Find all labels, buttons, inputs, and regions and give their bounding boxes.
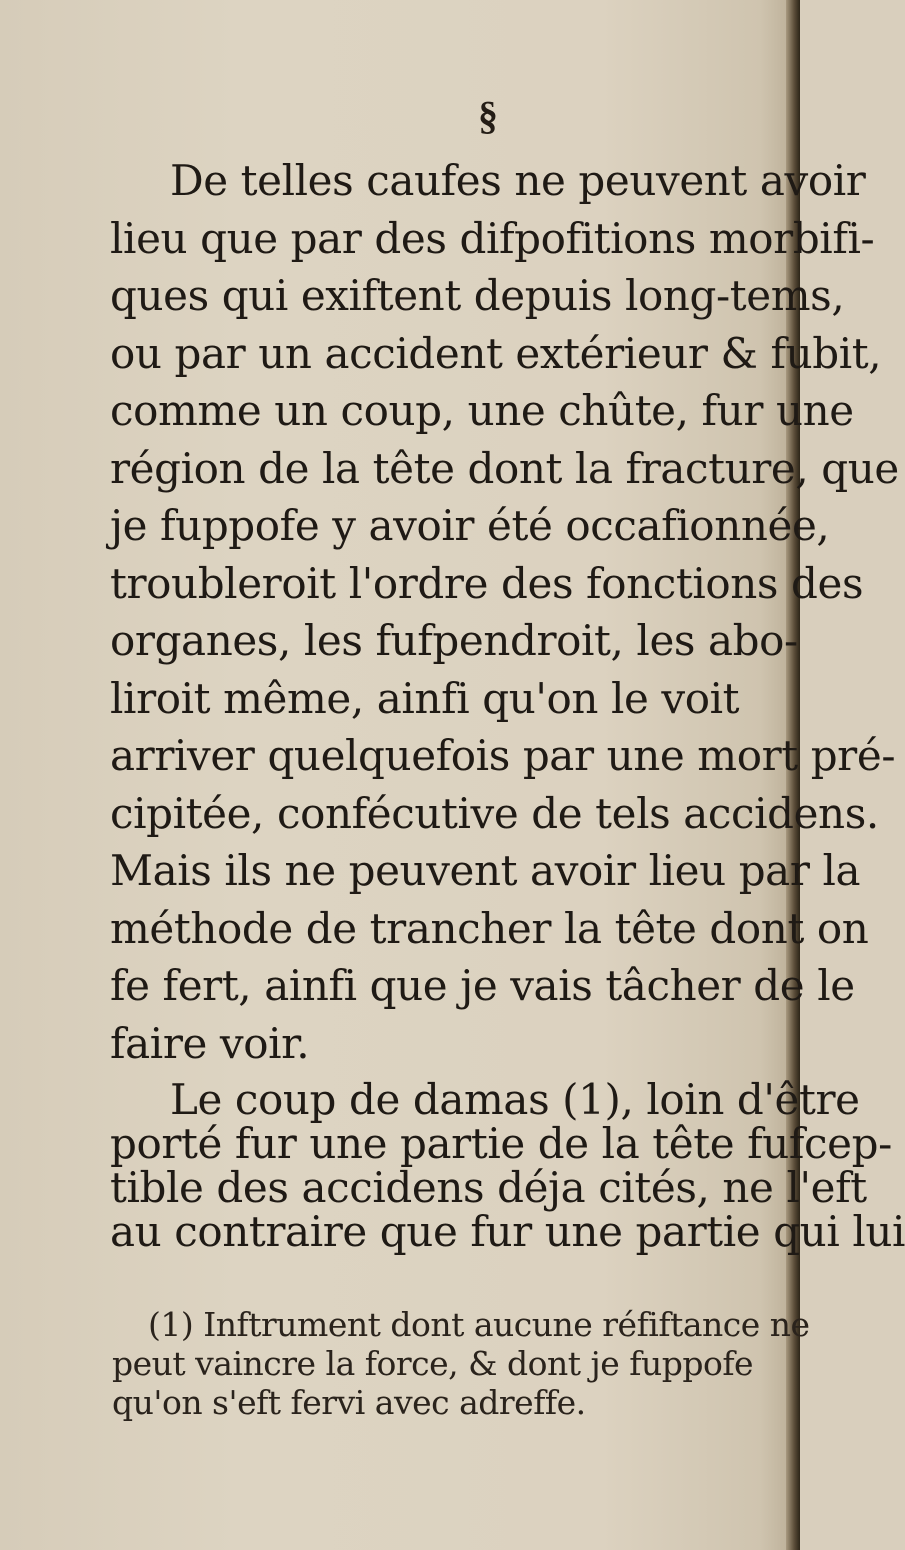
- text-line: porté fur une partie de la tête fufcep-: [110, 1119, 892, 1168]
- signature-mark: §: [478, 93, 498, 138]
- footnote: [112, 1305, 810, 1422]
- text-line: arriver quelquefois par une mort pré-: [110, 731, 896, 780]
- paragraph-1: [110, 152, 899, 1072]
- text-line: comme un coup, une chûte, fur une: [110, 386, 854, 435]
- text-line: lieu que par des difpofitions morbifi-: [110, 213, 875, 263]
- text-line: Le coup de damas (1), loin d'être: [170, 1075, 860, 1124]
- text-line: Mais ils ne peuvent avoir lieu par la: [110, 846, 861, 895]
- text-line: je fuppofe y avoir été occafionnée,: [110, 501, 830, 550]
- footnote-line: peut vaincre la force, & dont je fuppofe: [112, 1344, 754, 1383]
- text-line: organes, les fufpendroit, les abo-: [110, 616, 798, 665]
- text-line: ques qui exiftent depuis long-tems,: [110, 271, 845, 320]
- text-line: De telles caufes ne peuvent avoir: [170, 156, 866, 205]
- text-line: troubleroit l'ordre des fonctions des: [110, 558, 864, 608]
- footnote-line: qu'on s'eft fervi avec adreffe.: [112, 1383, 586, 1422]
- text-line: ou par un accident extérieur & fubit,: [110, 328, 882, 378]
- text-line: méthode de trancher la tête dont on: [110, 903, 869, 953]
- footnote-line: (1) Inftrument dont aucune réfiftance ne: [148, 1305, 810, 1344]
- text-line: tible des accidens déja cités, ne l'eft: [110, 1163, 867, 1212]
- text-line: liroit même, ainfi qu'on le voit: [110, 673, 740, 723]
- paragraph-2: [110, 1075, 905, 1256]
- text-line: région de la tête dont la fracture, que: [110, 443, 899, 493]
- text-line: cipitée, confécutive de tels accidens.: [110, 788, 879, 838]
- text-line: au contraire que fur une partie qui lui: [110, 1207, 905, 1256]
- text-line: fe fert, ainfi que je vais tâcher de le: [110, 961, 855, 1010]
- text-line: faire voir.: [110, 1018, 310, 1068]
